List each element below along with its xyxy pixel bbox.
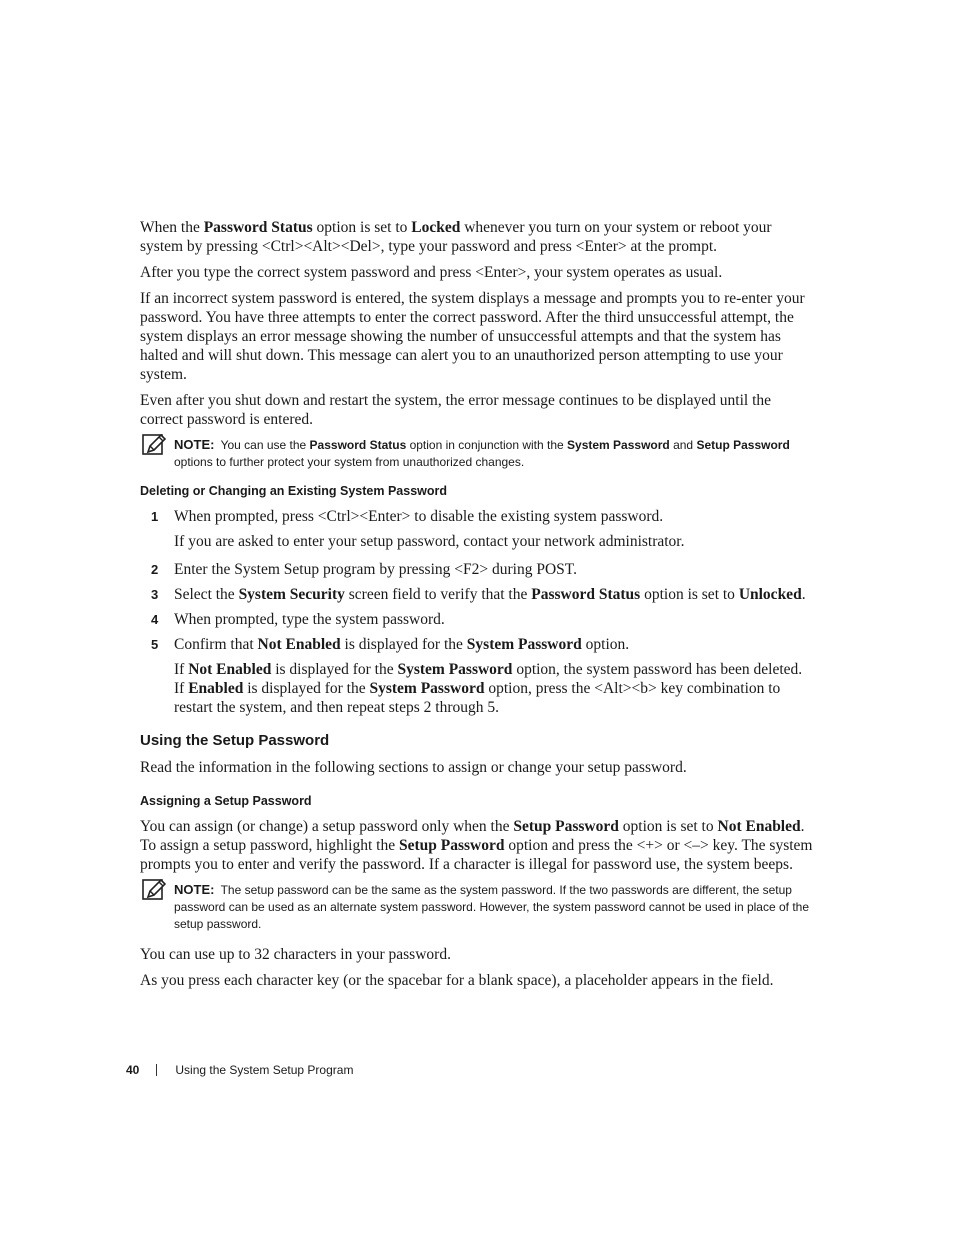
paragraph-setup-intro: Read the information in the following sections to assign or change your setup password. <box>140 759 687 776</box>
paragraph-locked-status: When the Password Status option is set to Locked whenever you turn on your system or reboot your system by pressing <Ctrl><Alt><Del>, type your password and press <Enter> at the prompt. <box>140 219 772 255</box>
step-5-note: If Not Enabled is displayed for the System Password option, the system password has been deleted. If Enabled is displayed for the System Password option, press the <Alt><b> key combination to restart the system, and then repeat steps 2 through 5. <box>174 661 803 716</box>
heading-delete-change-system-password: Deleting or Changing an Existing System Password <box>140 484 448 498</box>
chapter-title: Using the System Setup Program <box>175 1063 354 1077</box>
paragraph-assign-setup: You can assign (or change) a setup password only when the Setup Password option is set to Not Enabled. To assign a setup password, highlight the Setup Password option and press the <+> or <–> key. The system prompts you to enter and verify the password. If a character is illegal for password use, the system beeps. <box>140 818 813 873</box>
heading-assigning-setup-password: Assigning a Setup Password <box>140 794 312 808</box>
step-1: 1 When prompted, press <Ctrl><Enter> to disable the existing system password. If you are asked to enter your setup password, contact your network administrator. <box>140 507 814 551</box>
page-content <box>140 218 814 997</box>
note-pencil-icon <box>142 433 166 457</box>
page-number: 40 <box>126 1063 140 1077</box>
step-3: 3 Select the System Security screen field to verify that the Password Status option is set to Unlocked. <box>151 586 806 603</box>
step-2: 2 Enter the System Setup program by pressing <F2> during POST. <box>151 561 577 578</box>
step-4: 4 When prompted, type the system password. <box>151 611 445 628</box>
note-setup-vs-system: NOTE: The setup password can be the same as the system password. If the two passwords are different, the setup password can be used as an alternate system password. However, the system password cannot be used in place of the setup password. <box>140 881 814 933</box>
step-number: 3 <box>151 587 159 602</box>
paragraph-placeholder: As you press each character key (or the spacebar for a blank space), a placeholder appears in the field. <box>140 972 774 989</box>
note-password-status: NOTE: You can use the Password Status option in conjunction with the System Password and Setup Password options to further protect your system from unauthorized changes. <box>140 436 814 471</box>
page-footer <box>126 1062 353 1078</box>
step-number: 5 <box>151 637 159 652</box>
note-label: NOTE: <box>174 882 215 897</box>
heading-using-setup-password: Using the Setup Password <box>140 732 330 749</box>
step-5: 5 Confirm that Not Enabled is displayed for the System Password option. If Not Enabled is displayed for the System Password option, the system password has been deleted. If Enabled is displayed for the System Password option, press the <Alt><b> key combination to restart the system, and then repeat steps 2 through 5. <box>140 635 814 717</box>
step-1-note: If you are asked to enter your setup password, contact your network administrator. <box>174 533 685 550</box>
step-number: 2 <box>151 562 159 577</box>
paragraph-max-characters: You can use up to 32 characters in your password. <box>140 946 451 963</box>
step-number: 4 <box>151 612 159 627</box>
footer-divider <box>156 1064 157 1076</box>
paragraph-error-persists: Even after you shut down and restart the system, the error message continues to be displayed until the correct password is entered. <box>140 392 772 428</box>
paragraph-incorrect-password: If an incorrect system password is entered, the system displays a message and prompts you to re-enter your password. You have three attempts to enter the correct password. After the third unsuccessful attempt, the system displays an error message showing the number of unsuccessful attempts and that the system has halted and will shut down. This message can alert you to an unauthorized person attempting to use your system. <box>140 290 805 383</box>
note-pencil-icon <box>142 878 166 902</box>
paragraph-correct-password: After you type the correct system password and press <Enter>, your system operates as usual. <box>140 264 723 281</box>
step-number: 1 <box>151 509 159 524</box>
note-label: NOTE: <box>174 437 215 452</box>
